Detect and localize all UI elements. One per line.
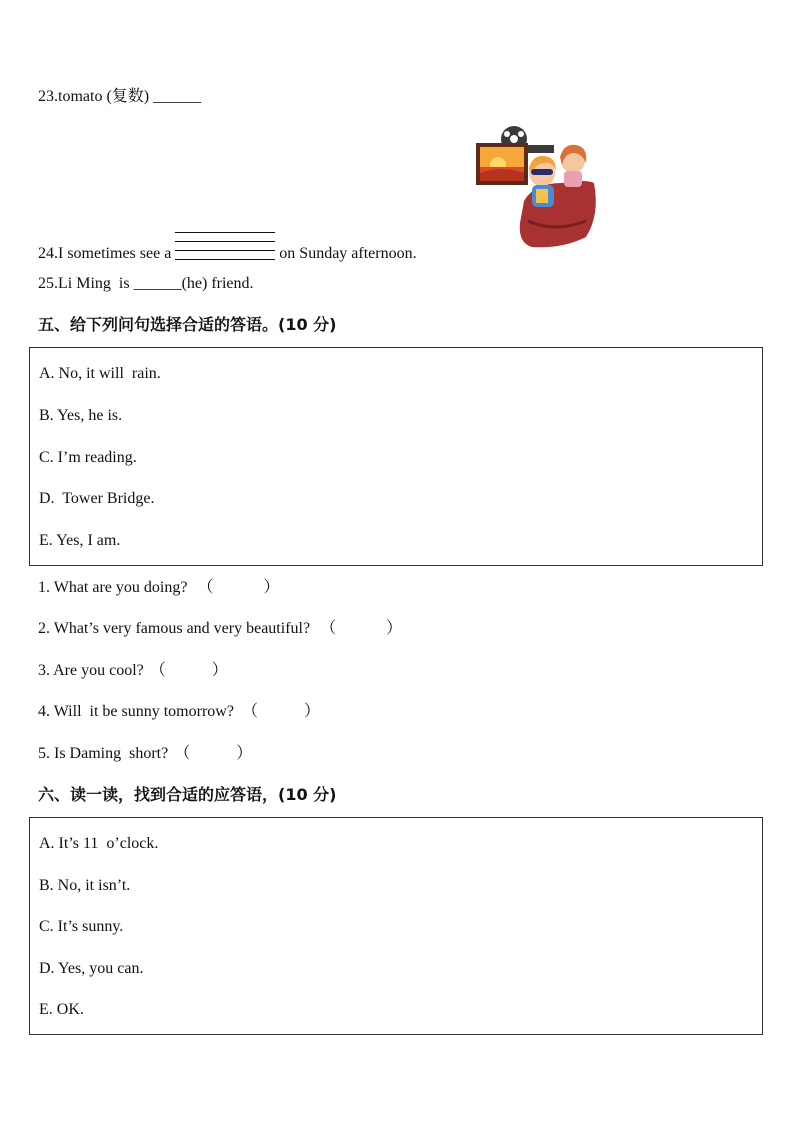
answer-paren-open: （ (149, 662, 166, 679)
answer-paren-close: ） (386, 620, 403, 637)
question-25: 25.Li Ming is ______(he) friend. (38, 275, 254, 292)
option-d: D. Yes, you can. (39, 960, 144, 977)
question-text: 4. Will it be sunny tomorrow? (38, 703, 234, 720)
option-e: E. Yes, I am. (39, 532, 121, 549)
answer-blank-lines (175, 232, 275, 264)
answer-paren-open: （ (197, 579, 214, 596)
section-5-question-1 (38, 578, 279, 598)
question-23: 23.tomato (复数) ______ (38, 88, 202, 105)
section-6-heading: 六、读一读，找到合适的应答语，(10 分) (38, 785, 337, 804)
option-b: B. Yes, he is. (39, 407, 123, 424)
section-5-heading: 五、给下列问句选择合适的答语。(10 分) (38, 315, 337, 334)
answer-paren-open: （ (320, 620, 337, 637)
section-5-question-3 (38, 661, 228, 681)
cinema-illustration (474, 125, 600, 249)
option-a: A. It’s 11 o’clock. (39, 835, 159, 852)
option-a: A. No, it will rain. (39, 365, 161, 382)
option-e: E. OK. (39, 1001, 84, 1018)
section-5-options-box (29, 347, 763, 566)
question-24-before: 24.I sometimes see a (38, 245, 172, 262)
answer-paren-close: ） (236, 745, 253, 762)
question-text: 3. Are you cool? (38, 662, 144, 679)
answer-paren-open: （ (241, 703, 258, 720)
option-b: B. No, it isn’t. (39, 877, 131, 894)
question-text: 5. Is Daming short? (38, 745, 169, 762)
section-5-question-5 (38, 744, 252, 764)
question-text: 1. What are you doing? (38, 579, 188, 596)
question-24-after: on Sunday afternoon. (279, 245, 417, 262)
section-5-question-2 (38, 619, 402, 639)
option-c: C. I’m reading. (39, 449, 137, 466)
section-5-question-4 (38, 702, 320, 722)
question-text: 2. What’s very famous and very beautiful? (38, 620, 311, 637)
option-c: C. It’s sunny. (39, 918, 124, 935)
option-d: D. Tower Bridge. (39, 490, 155, 507)
question-24 (38, 232, 417, 264)
answer-paren-close: ） (303, 703, 320, 720)
answer-paren-close: ） (211, 662, 228, 679)
answer-paren-close: ） (263, 579, 280, 596)
section-6-options-box (29, 817, 763, 1035)
answer-paren-open: （ (174, 745, 191, 762)
